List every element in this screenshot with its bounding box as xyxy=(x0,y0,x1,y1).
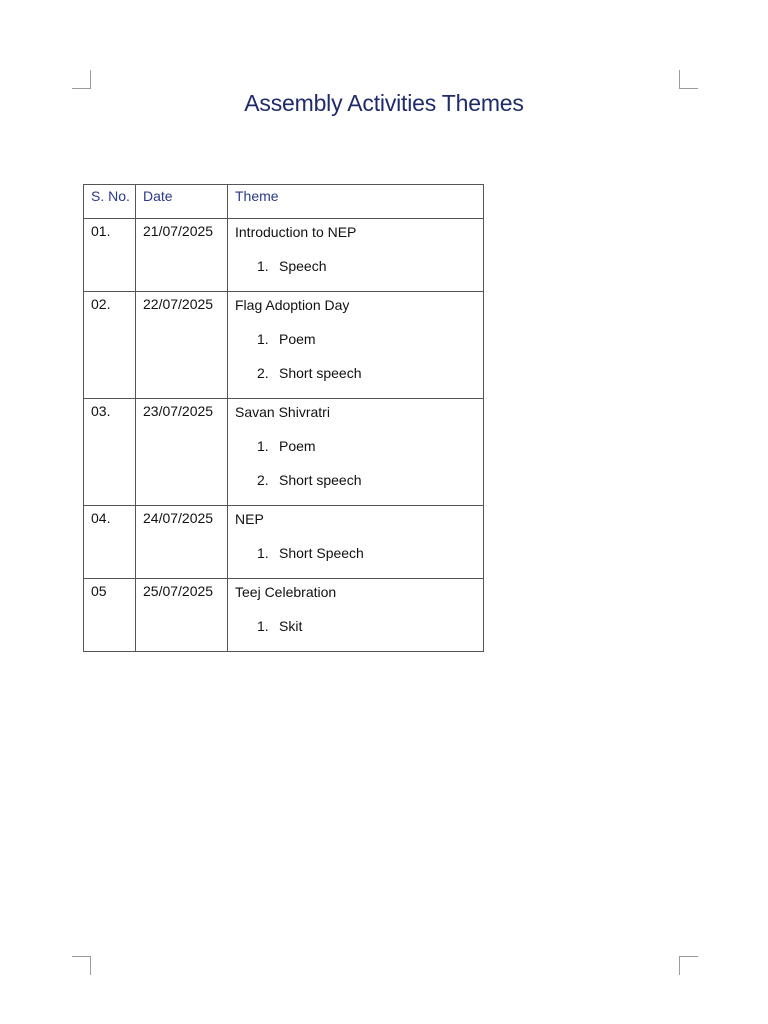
header-theme: Theme xyxy=(228,185,484,219)
list-item xyxy=(235,437,483,455)
list-item xyxy=(235,364,483,382)
cell-date: 24/07/2025 xyxy=(136,506,228,579)
list-item-number: 1. xyxy=(257,331,269,347)
cell-date: 22/07/2025 xyxy=(136,292,228,399)
list-item-text: Short speech xyxy=(279,365,362,381)
table-row xyxy=(84,506,484,579)
cell-sno: 01. xyxy=(84,219,136,292)
cell-theme xyxy=(228,219,484,292)
theme-title: Savan Shivratri xyxy=(235,404,330,420)
list-item xyxy=(235,471,483,489)
list-item xyxy=(235,544,483,562)
list-item-text: Skit xyxy=(279,618,303,634)
cell-sno: 03. xyxy=(84,399,136,506)
table-row xyxy=(84,219,484,292)
list-item-number: 2. xyxy=(257,365,269,381)
cell-sno: 02. xyxy=(84,292,136,399)
list-item-text: Short speech xyxy=(279,472,362,488)
cell-theme xyxy=(228,292,484,399)
theme-title: Teej Celebration xyxy=(235,584,337,600)
cell-date: 21/07/2025 xyxy=(136,219,228,292)
header-sno: S. No. xyxy=(84,185,136,219)
list-item-number: 2. xyxy=(257,472,269,488)
document-title: Assembly Activities Themes xyxy=(244,90,524,116)
theme-title: Flag Adoption Day xyxy=(235,297,350,313)
header-date: Date xyxy=(136,185,228,219)
list-item-number: 1. xyxy=(257,545,269,561)
page-corner-mark-bottom-right xyxy=(679,956,698,975)
list-item-number: 1. xyxy=(257,618,269,634)
cell-sno: 04. xyxy=(84,506,136,579)
list-item-text: Short Speech xyxy=(279,545,364,561)
cell-sno: 05 xyxy=(84,579,136,652)
themes-table xyxy=(83,184,484,652)
theme-title: Introduction to NEP xyxy=(235,224,357,240)
theme-title: NEP xyxy=(235,511,264,527)
cell-theme xyxy=(228,579,484,652)
page-corner-mark-bottom-left xyxy=(72,956,91,975)
table-row xyxy=(84,579,484,652)
list-item xyxy=(235,257,483,275)
list-item xyxy=(235,617,483,635)
table-row xyxy=(84,399,484,506)
list-item xyxy=(235,330,483,348)
table-header-row xyxy=(84,185,484,219)
table-row xyxy=(84,292,484,399)
cell-theme xyxy=(228,399,484,506)
list-item-text: Speech xyxy=(279,258,327,274)
list-item-text: Poem xyxy=(279,331,316,347)
cell-date: 23/07/2025 xyxy=(136,399,228,506)
list-item-text: Poem xyxy=(279,438,316,454)
list-item-number: 1. xyxy=(257,258,269,274)
cell-theme xyxy=(228,506,484,579)
page-corner-mark-top-left xyxy=(72,70,91,89)
cell-date: 25/07/2025 xyxy=(136,579,228,652)
page-corner-mark-top-right xyxy=(679,70,698,89)
list-item-number: 1. xyxy=(257,438,269,454)
